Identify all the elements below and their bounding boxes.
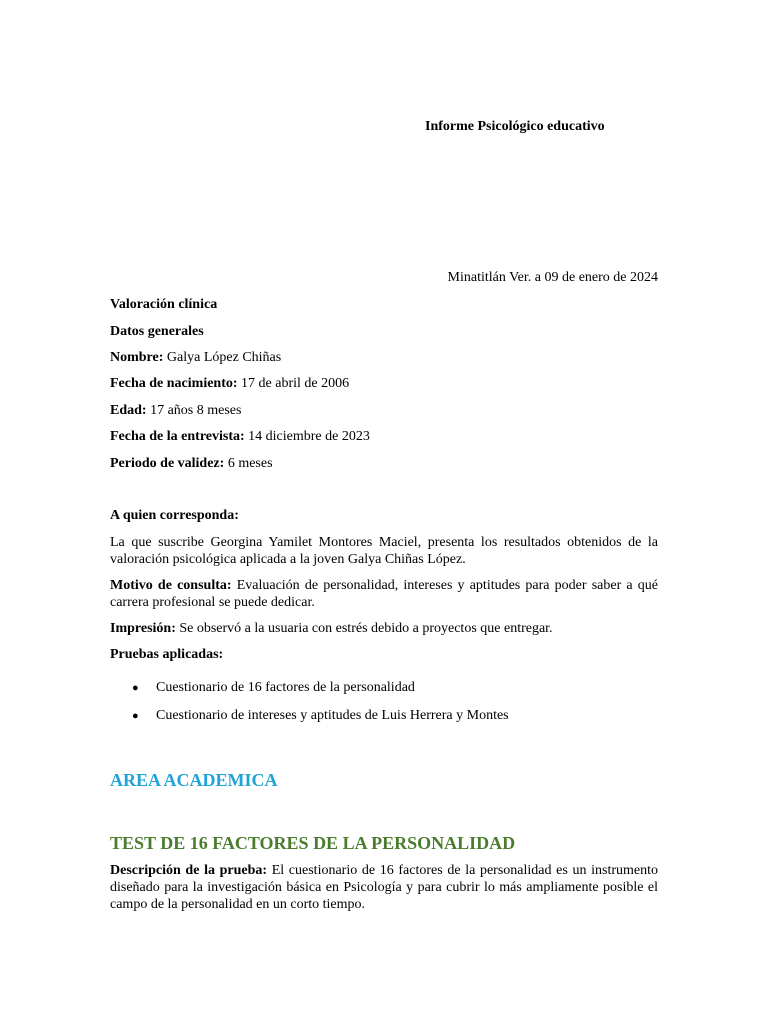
list-item-text: Cuestionario de intereses y aptitudes de Luis Herrera y Montes (156, 708, 509, 723)
field-value: Galya López Chiñas (163, 350, 282, 365)
pruebas-label: Pruebas aplicadas: (110, 647, 224, 662)
field-edad (110, 402, 658, 420)
motivo-paragraph (110, 577, 658, 611)
list-item (132, 679, 658, 697)
field-value: 6 meses (224, 456, 273, 471)
field-fecha-entrevista (110, 428, 658, 446)
bullet-icon: ● (132, 710, 139, 722)
motivo-text: Evaluación de personalidad, intereses y aptitudes para poder saber a qué carrera profesional se puede dedicar. (110, 578, 658, 610)
section-datos-generales: Datos generales (110, 324, 204, 339)
field-periodo-validez (110, 455, 658, 473)
descripcion-paragraph (110, 862, 658, 913)
intro-paragraph: La que suscribe Georgina Yamilet Montores Maciel, presenta los resultados obtenidos de la valoración psicológica aplicada a la joven Galya Chiñas López. (110, 535, 658, 567)
impresion-text: Se observó a la usuaria con estrés debido a proyectos que entregar. (175, 621, 553, 636)
document-title: Informe Psicológico educativo (425, 119, 605, 134)
field-value: 14 diciembre de 2023 (244, 429, 370, 444)
field-fecha-nacimiento (110, 375, 658, 393)
field-label: Edad: (110, 403, 147, 418)
bullet-icon: ● (132, 682, 139, 694)
motivo-label: Motivo de consulta: (110, 578, 232, 593)
descripcion-label: Descripción de la prueba: (110, 863, 268, 878)
field-value: 17 años 8 meses (146, 403, 242, 418)
field-label: Fecha de nacimiento: (110, 376, 238, 391)
list-item-text: Cuestionario de 16 factores de la personalidad (156, 680, 415, 695)
descripcion-text: El cuestionario de 16 factores de la personalidad es un instrumento diseñado para la investigación básica en Psicología y para cubrir lo más ampliamente posible el campo de la personalidad en un corto tiempo. (110, 863, 658, 912)
impresion-label: Impresión: (110, 621, 176, 636)
field-value: 17 de abril de 2006 (237, 376, 350, 391)
field-label: Nombre: (110, 350, 164, 365)
field-nombre (110, 349, 658, 367)
field-label: Fecha de la entrevista: (110, 429, 245, 444)
test-16-factores-heading: TEST DE 16 FACTORES DE LA PERSONALIDAD (110, 833, 516, 853)
list-item (132, 707, 658, 725)
field-label: Periodo de validez: (110, 456, 225, 471)
area-academica-heading: AREA ACADEMICA (110, 770, 278, 790)
section-valoracion: Valoración clínica (110, 297, 218, 312)
impresion-paragraph (110, 620, 658, 637)
salutation: A quien corresponda: (110, 508, 239, 523)
place-date: Minatitlán Ver. a 09 de enero de 2024 (447, 270, 658, 285)
